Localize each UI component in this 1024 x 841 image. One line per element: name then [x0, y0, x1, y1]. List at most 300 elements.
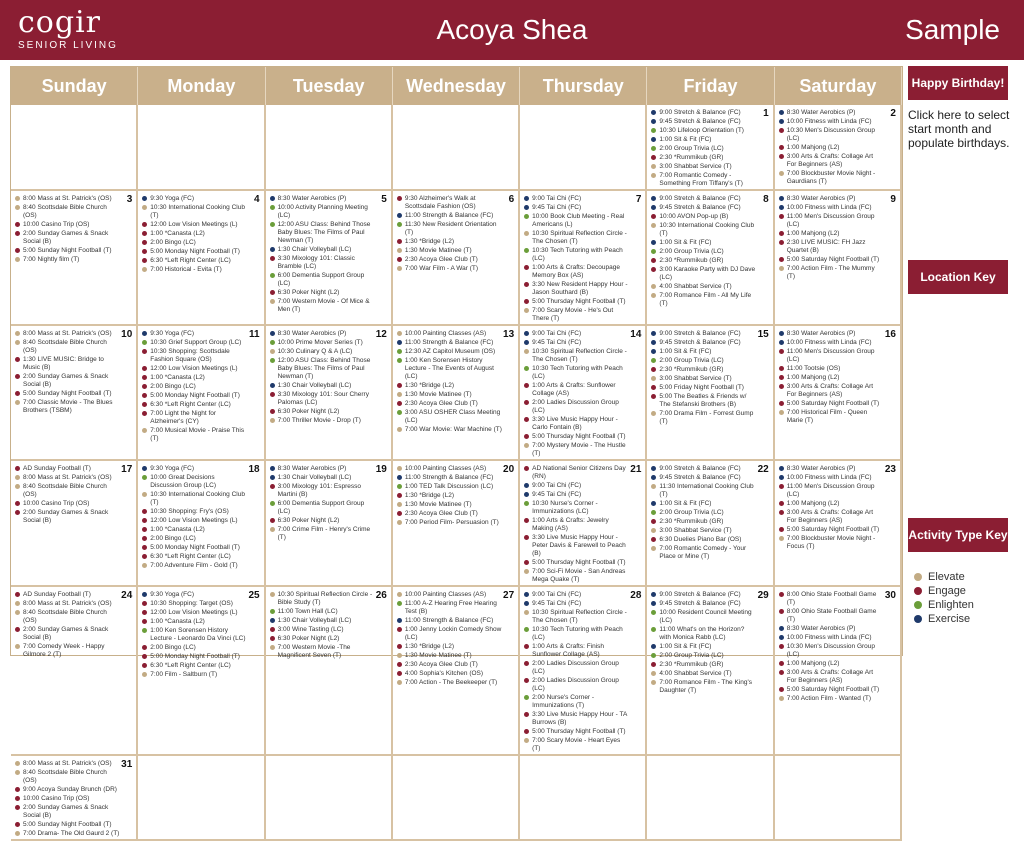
event-text: 1:00 Sit & Fit (FC)	[659, 500, 712, 507]
activity-type-dot	[270, 501, 275, 506]
event-text: 5:00 Monday Night Football (T)	[150, 248, 240, 255]
event-text: 8:00 Mass at St. Patrick's (OS)	[23, 600, 112, 607]
event-text: 3:30 Mixology 101: Sour Cherry Palomas (LC)	[277, 391, 369, 406]
event-text: 6:30 *Left Right Center (LC)	[150, 662, 231, 669]
event-list	[15, 195, 132, 264]
event-item	[524, 264, 629, 280]
activity-type-dot	[142, 545, 147, 550]
legend-label: Exercise	[928, 613, 971, 625]
activity-type-dot	[270, 527, 275, 532]
birthday-note[interactable]: Click here to select start month and populate birthdays.	[908, 108, 1010, 150]
event-item	[779, 118, 884, 126]
event-text: 9:45 Stretch & Balance (FC)	[659, 118, 741, 125]
event-item	[524, 728, 629, 736]
happy-birthday-button[interactable]: Happy Birthday!	[908, 66, 1008, 100]
event-text: 1:30 *Bridge (L2)	[404, 238, 454, 245]
activity-type-dot	[15, 510, 20, 515]
event-item	[270, 417, 375, 425]
activity-type-dot	[651, 653, 656, 658]
event-text: 1:30 Movie Matinee (T)	[404, 247, 472, 254]
event-text: 1:00 *Canasta (L2)	[150, 230, 205, 237]
event-item	[651, 384, 756, 392]
event-list	[397, 591, 514, 687]
day-number: 11	[248, 329, 260, 340]
activity-type-dot	[15, 787, 20, 792]
event-item	[651, 348, 756, 356]
legend-dot-enlighten	[914, 601, 922, 609]
activity-type-dot	[651, 484, 656, 489]
event-item	[270, 517, 375, 525]
event-item	[524, 677, 629, 693]
day-number: 6	[508, 194, 515, 205]
event-item	[651, 626, 756, 642]
activity-type-dot	[779, 536, 784, 541]
event-text: 8:00 Ohio State Football Game (T)	[786, 591, 877, 606]
activity-type-dot	[270, 349, 275, 354]
day-number: 16	[884, 329, 896, 340]
event-item	[651, 257, 756, 265]
event-text: 9:45 Stretch & Balance (FC)	[659, 339, 741, 346]
calendar-day-cell	[775, 756, 902, 841]
activity-type-dot	[15, 601, 20, 606]
activity-type-dot	[524, 434, 529, 439]
calendar-day-cell	[11, 326, 138, 461]
activity-type-dot	[651, 119, 656, 124]
activity-type-dot	[15, 196, 20, 201]
calendar-day-cell	[11, 587, 138, 756]
calendar-day-cell	[11, 756, 138, 841]
event-text: 1:30 Chair Volleyball (LC)	[277, 474, 352, 481]
event-item	[15, 399, 120, 415]
event-item	[779, 686, 884, 694]
activity-type-dot	[142, 240, 147, 245]
event-text: 12:00 Low Vision Meetings (L)	[150, 365, 238, 372]
calendar-day-cell	[11, 461, 138, 587]
event-item	[524, 399, 629, 415]
calendar-day-cell	[138, 461, 265, 587]
activity-type-dot	[524, 205, 529, 210]
activity-type-dot	[779, 510, 784, 515]
activity-type-dot	[15, 484, 20, 489]
event-text: 9:00 Stretch & Balance (FC)	[659, 465, 741, 472]
activity-type-dot	[397, 680, 402, 685]
event-item	[397, 492, 502, 500]
event-text: 7:00 Drama Film - Forrest Gump (T)	[659, 410, 754, 425]
event-item	[15, 465, 120, 473]
activity-type-key-button[interactable]: Activity Type Key	[908, 518, 1008, 552]
event-item	[779, 526, 884, 534]
event-text: 10:30 Spiritual Reflection Circle - The Chosen (T)	[532, 609, 627, 624]
event-item	[524, 600, 629, 608]
activity-type-dot	[651, 394, 656, 399]
event-list	[524, 330, 641, 458]
event-item	[142, 330, 247, 338]
event-text: 1:30 *Bridge (L2)	[404, 492, 454, 499]
activity-type-dot	[142, 601, 147, 606]
activity-type-dot	[142, 663, 147, 668]
event-item	[270, 255, 375, 271]
event-text: AD Sunday Football (T)	[23, 465, 91, 472]
event-text: 1:00 Mahjong (L2)	[786, 660, 840, 667]
activity-type-dot	[142, 267, 147, 272]
activity-type-dot	[15, 644, 20, 649]
event-text: 10:30 International Cooking Club (T)	[150, 204, 245, 219]
event-item	[779, 374, 884, 382]
event-item	[142, 427, 247, 443]
activity-type-dot	[779, 257, 784, 262]
day-number: 30	[884, 590, 896, 601]
calendar-day-cell	[393, 756, 520, 841]
activity-type-dot	[142, 366, 147, 371]
activity-type-dot	[651, 510, 656, 515]
event-item	[142, 230, 247, 238]
dayname-thursday: Thursday	[520, 67, 647, 105]
event-item	[397, 348, 502, 356]
event-text: 6:30 *Left Right Center (LC)	[150, 257, 231, 264]
calendar-day-cell	[393, 587, 520, 756]
activity-type-dot	[270, 409, 275, 414]
event-item	[270, 289, 375, 297]
event-item	[524, 330, 629, 338]
activity-type-dot	[524, 340, 529, 345]
event-item	[142, 374, 247, 382]
activity-type-dot	[142, 610, 147, 615]
day-number: 2	[890, 108, 896, 119]
event-item	[15, 483, 120, 499]
event-text: 7:00 Action - The Beekeeper (T)	[404, 679, 498, 686]
activity-type-dot	[142, 619, 147, 624]
activity-type-dot	[142, 592, 147, 597]
event-text: 2:30 Acoya Glee Club (T)	[404, 661, 478, 668]
event-item	[15, 804, 120, 820]
event-text: 6:30 Poker Night (L2)	[277, 635, 340, 642]
activity-type-dot	[15, 248, 20, 253]
event-list	[524, 195, 641, 323]
event-item	[779, 483, 884, 499]
activity-type-dot	[397, 340, 402, 345]
event-item	[397, 238, 502, 246]
day-number: 15	[757, 329, 769, 340]
activity-type-dot	[779, 349, 784, 354]
event-text: 10:00 Resident Council Meeting (LC)	[659, 609, 752, 624]
calendar-day-cell	[138, 191, 265, 326]
activity-type-dot	[270, 636, 275, 641]
event-item	[397, 339, 502, 347]
event-item	[15, 626, 120, 642]
event-item	[524, 711, 629, 727]
event-text: 6:30 Poker Night (L2)	[277, 289, 340, 296]
calendar-day-cell	[266, 756, 393, 841]
event-item	[270, 617, 375, 625]
event-item	[779, 265, 884, 281]
activity-type-dot	[779, 410, 784, 415]
calendar-day-cell	[11, 105, 138, 191]
event-text: 10:30 Shopping: Scottsdale Fashion Square (OS)	[150, 348, 230, 363]
event-text: 5:00 Sunday Night Football (T)	[23, 247, 112, 254]
activity-type-dot	[142, 249, 147, 254]
event-item	[142, 671, 247, 679]
activity-type-dot	[397, 401, 402, 406]
event-list	[270, 195, 387, 314]
event-item	[142, 401, 247, 409]
event-item	[397, 247, 502, 255]
event-text: 3:00 Mixology 101: Espresso Martini (B)	[277, 483, 362, 498]
event-text: 10:00 Painting Classes (AS)	[404, 591, 487, 598]
event-text: 7:00 Mystery Movie - The Hustle (T)	[532, 442, 626, 457]
activity-legend	[914, 571, 1018, 627]
activity-type-dot	[15, 627, 20, 632]
event-item	[779, 474, 884, 482]
event-item	[651, 339, 756, 347]
day-number: 26	[375, 590, 387, 601]
event-text: 1:00 Ken Sorensen History Lecture - Leonardo Da Vinci (LC)	[150, 627, 246, 642]
event-text: 1:00 *Canasta (L2)	[150, 374, 205, 381]
event-item	[15, 373, 120, 389]
event-text: 8:40 Scottsdale Bible Church (OS)	[23, 609, 107, 624]
event-text: 9:00 Tai Chi (FC)	[532, 330, 582, 337]
event-item	[651, 330, 756, 338]
activity-type-dot	[397, 349, 402, 354]
activity-type-dot	[651, 214, 656, 219]
event-text: 9:45 Tai Chi (FC)	[532, 339, 582, 346]
event-text: 10:30 Tech Tutoring with Peach (LC)	[532, 247, 623, 262]
activity-type-dot	[270, 256, 275, 261]
activity-type-dot	[524, 569, 529, 574]
event-text: 3:00 Wine Tasting (LC)	[277, 626, 344, 633]
legend-item-engage	[914, 585, 1018, 597]
event-item	[15, 221, 120, 229]
calendar-day-cell	[266, 461, 393, 587]
event-item	[15, 339, 120, 355]
event-item	[397, 195, 502, 211]
day-number: 28	[630, 590, 642, 601]
activity-type-dot	[142, 393, 147, 398]
activity-type-dot	[524, 729, 529, 734]
event-list	[15, 465, 132, 525]
event-item	[651, 661, 756, 669]
event-item	[142, 508, 247, 516]
activity-type-dot	[270, 196, 275, 201]
event-item	[15, 500, 120, 508]
day-number: 1	[763, 108, 769, 119]
event-text: 1:00 Mahjong (L2)	[786, 500, 840, 507]
event-text: 1:00 Arts & Crafts: Finish Sunflower Collage (AS)	[532, 643, 605, 658]
event-text: 10:00 AVON Pop-up (B)	[659, 213, 729, 220]
event-item	[651, 483, 756, 499]
activity-type-dot	[142, 509, 147, 514]
event-text: 9:45 Stretch & Balance (FC)	[659, 204, 741, 211]
activity-type-dot	[651, 610, 656, 615]
event-item	[397, 626, 502, 642]
event-item	[397, 643, 502, 651]
day-names-row	[11, 67, 902, 105]
event-item	[142, 348, 247, 364]
activity-type-dot	[397, 383, 402, 388]
location-key-button[interactable]: Location Key	[908, 260, 1008, 294]
event-text: 2:00 Group Trivia (LC)	[659, 652, 724, 659]
legend-label: Engage	[928, 585, 966, 597]
event-item	[397, 265, 502, 273]
header	[0, 0, 1024, 60]
event-item	[142, 465, 247, 473]
event-item	[397, 501, 502, 509]
event-item	[15, 204, 120, 220]
event-item	[397, 391, 502, 399]
activity-type-dot	[270, 273, 275, 278]
calendar-day-cell	[647, 326, 774, 461]
event-text: 9:00 Acoya Sunday Brunch (DR)	[23, 786, 117, 793]
activity-type-dot	[142, 466, 147, 471]
event-text: 3:30 Live Music Happy Hour - Carlo Fontain (B)	[532, 416, 618, 431]
event-text: 7:00 Crime Film - Henry's Crime (T)	[277, 526, 371, 541]
calendar-day-cell	[775, 461, 902, 587]
activity-type-dot	[779, 484, 784, 489]
event-item	[15, 356, 120, 372]
event-item	[651, 545, 756, 561]
event-text: 8:30 Water Aerobics (P)	[786, 625, 856, 632]
legend-item-elevate	[914, 571, 1018, 583]
activity-type-dot	[142, 672, 147, 677]
activity-type-dot	[651, 662, 656, 667]
event-list	[651, 109, 768, 188]
event-text: 2:30 *Rummikub (GR)	[659, 154, 724, 161]
activity-type-dot	[270, 645, 275, 650]
event-text: 9:00 Stretch & Balance (FC)	[659, 330, 741, 337]
event-list	[397, 465, 514, 527]
event-item	[779, 400, 884, 408]
event-text: 8:00 Mass at St. Patrick's (OS)	[23, 195, 112, 202]
event-text: 2:00 Ladies Discussion Group (LC)	[532, 677, 619, 692]
event-text: 7:00 Blockbuster Movie Night - Gaurdians (T)	[786, 170, 876, 185]
activity-type-dot	[270, 618, 275, 623]
event-list	[651, 591, 768, 695]
event-item	[779, 239, 884, 255]
activity-type-dot	[779, 266, 784, 271]
event-item	[651, 518, 756, 526]
event-item	[651, 366, 756, 374]
event-list	[15, 760, 132, 838]
activity-type-dot	[651, 267, 656, 272]
event-item	[15, 390, 120, 398]
event-text: 7:00 Action Film - The Mummy (T)	[786, 265, 875, 280]
event-item	[651, 357, 756, 365]
activity-type-dot	[15, 231, 20, 236]
activity-type-dot	[524, 483, 529, 488]
calendar-day-cell	[393, 105, 520, 191]
event-item	[651, 679, 756, 695]
activity-type-dot	[397, 222, 402, 227]
activity-type-dot	[651, 205, 656, 210]
event-text: 9:30 Yoga (FC)	[150, 465, 195, 472]
event-text: 6:00 Dementia Support Group (LC)	[277, 272, 365, 287]
event-text: 10:30 Men's Discussion Group (LC)	[786, 127, 876, 142]
event-item	[15, 474, 120, 482]
event-list	[779, 591, 896, 703]
event-item	[15, 760, 120, 768]
activity-type-dot	[397, 627, 402, 632]
event-text: 1:00 Sit & Fit (FC)	[659, 348, 712, 355]
activity-type-dot	[270, 609, 275, 614]
event-item	[779, 213, 884, 229]
event-text: 8:30 Water Aerobics (P)	[786, 109, 856, 116]
calendar-day-cell	[266, 191, 393, 326]
event-item	[397, 357, 502, 381]
event-text: 11:00 Strength & Balance (FC)	[404, 474, 494, 481]
event-text: 10:00 Casino Trip (OS)	[23, 221, 90, 228]
event-text: 2:30 *Rummikub (GR)	[659, 518, 724, 525]
activity-type-dot	[270, 418, 275, 423]
activity-type-dot	[524, 592, 529, 597]
activity-type-dot	[651, 284, 656, 289]
activity-type-dot	[142, 527, 147, 532]
event-list	[651, 195, 768, 308]
event-text: 1:00 Mahjong (L2)	[786, 230, 840, 237]
day-number: 10	[121, 329, 133, 340]
calendar-day-cell	[647, 461, 774, 587]
event-text: 8:40 Scottsdale Bible Church (OS)	[23, 339, 107, 354]
event-text: 7:00 Comedy Week - Happy Gilmore 2 (T)	[23, 643, 105, 658]
activity-type-dot	[15, 475, 20, 480]
event-text: 8:40 Scottsdale Bible Church (OS)	[23, 204, 107, 219]
calendar-day-cell	[520, 191, 647, 326]
event-text: 7:00 Romance Film - All My Life (T)	[659, 292, 752, 307]
activity-type-dot	[524, 560, 529, 565]
activity-type-dot	[142, 331, 147, 336]
event-item	[524, 534, 629, 558]
event-item	[524, 568, 629, 584]
event-item	[524, 482, 629, 490]
event-item	[524, 694, 629, 710]
activity-type-dot	[779, 609, 784, 614]
event-text: 5:00 The Beatles & Friends w/ The Stefanski Brothers (B)	[659, 393, 747, 408]
event-item	[651, 500, 756, 508]
event-item	[779, 535, 884, 551]
event-item	[142, 544, 247, 552]
event-item	[397, 221, 502, 237]
activity-type-dot	[779, 475, 784, 480]
event-item	[651, 109, 756, 117]
event-list	[779, 465, 896, 551]
event-item	[15, 600, 120, 608]
calendar-day-cell	[520, 756, 647, 841]
logo-wordmark: cogir	[18, 5, 102, 40]
event-item	[270, 348, 375, 356]
event-text: 2:00 Sunday Games & Snack Social (B)	[23, 230, 109, 245]
event-text: 7:00 War Movie: War Machine (T)	[404, 426, 502, 433]
activity-type-dot	[270, 475, 275, 480]
activity-type-dot	[651, 358, 656, 363]
event-item	[651, 136, 756, 144]
event-list	[142, 330, 259, 443]
activity-type-dot	[397, 257, 402, 262]
activity-type-dot	[142, 654, 147, 659]
event-text: 10:30 Shopping: Fry's (OS)	[150, 508, 229, 515]
event-text: 11:00 Strength & Balance (FC)	[404, 212, 494, 219]
event-text: 7:00 Film - Saltburn (T)	[150, 671, 218, 678]
event-item	[779, 330, 884, 338]
event-text: 7:00 Western Movie -The Magnificent Seven (T)	[277, 644, 351, 659]
event-text: 8:30 Water Aerobics (P)	[786, 465, 856, 472]
activity-type-dot	[651, 537, 656, 542]
event-text: 11:00 Men's Discussion Group (LC)	[786, 348, 875, 363]
activity-type-dot	[397, 475, 402, 480]
activity-type-dot	[651, 331, 656, 336]
activity-type-dot	[524, 601, 529, 606]
event-item	[142, 553, 247, 561]
event-item	[270, 483, 375, 499]
event-list	[142, 591, 259, 679]
event-text: 9:00 Tai Chi (FC)	[532, 195, 582, 202]
